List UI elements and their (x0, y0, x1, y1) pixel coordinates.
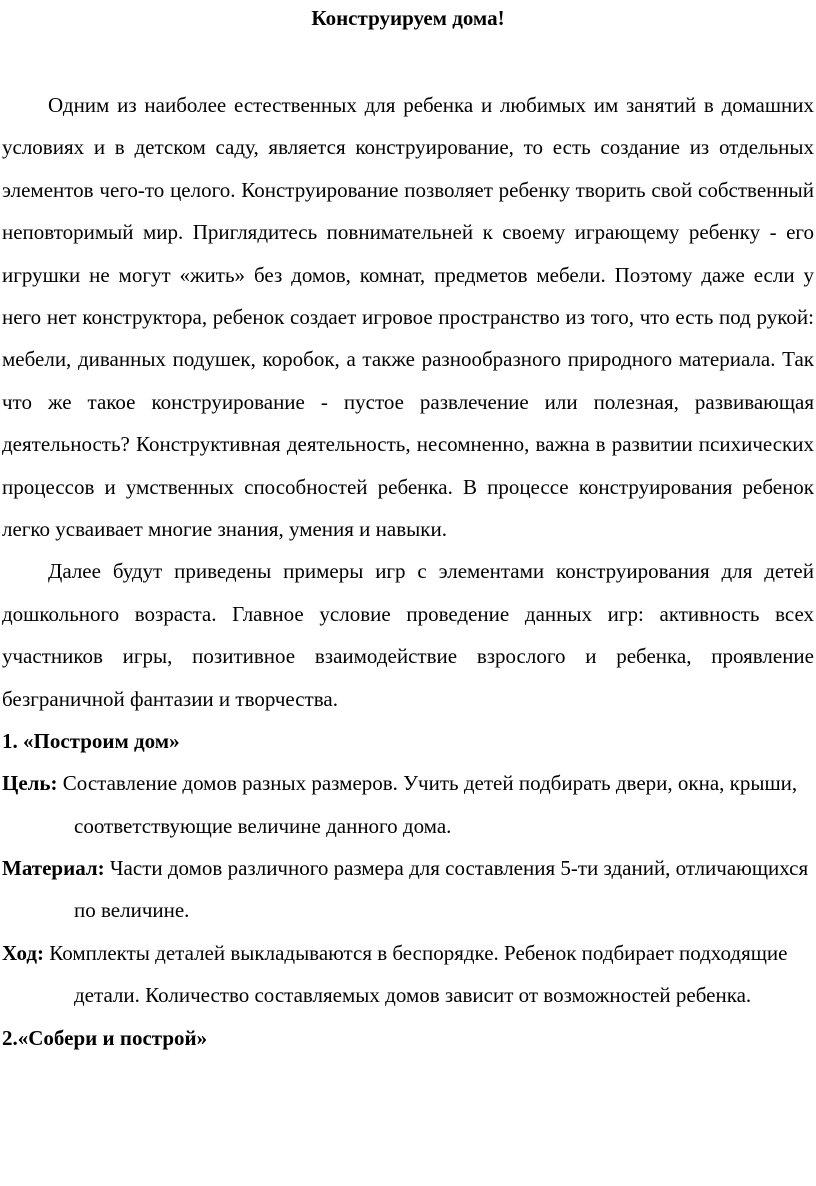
intro-paragraph: Одним из наиболее естественных для ребенка и любимых им занятий в домашних условиях и в детском саду, является конструирование, то есть создание из отдельных элементов чего-то целого. Конструирование позволяет ребенку творить свой собственный неповторимый мир. Приглядитесь повнимательней к своему играющему ребенку - его игрушки не могут «жить» без домов, комнат, предметов мебели. Поэтому даже если у него нет конструктора, ребенок создает игровое пространство из того, что есть под рукой: мебели, диванных подушек, коробок, а также разнообразного природного материала. Так что же такое конструирование - пустое развлечение или полезная, развивающая деятельность? Конструктивная деятельность, несомненно, важна в развитии психических процессов и умственных способностей ребенка. В процессе конструирования ребенок легко усваивает многие знания, умения и навыки. (2, 93, 814, 542)
material-text: Части домов различного размера для составления 5-ти зданий, отличающихся по величине. (74, 855, 809, 923)
game-material (2, 847, 814, 932)
document-title: Конструируем дома! (311, 6, 505, 30)
game-section-1 (2, 720, 814, 1016)
games-intro-paragraph: Далее будут приведены примеры игр с элементами конструирования для детей дошкольного возраста. Главное условие проведение данных игр: активность всех участников игры, позитивное взаимодействие взрослого и ребенка, проявление безграничной фантазии и творчества. (2, 559, 814, 711)
game-goal (2, 762, 814, 847)
course-text: Комплекты деталей выкладываются в беспорядке. Ребенок подбирает подходящие детали. Количество составляемых домов зависит от возможностей ребенка. (49, 940, 788, 1008)
goal-label: Цель: (2, 771, 58, 796)
goal-text: Составление домов разных размеров. Учить детей подбирать двери, окна, крыши, соответствующие величине данного дома. (62, 771, 798, 838)
game-title: 1. «Построим дом» (2, 729, 180, 754)
material-label: Материал: (2, 855, 105, 880)
document-page (0, 4, 816, 1186)
game-course (2, 932, 814, 1017)
game-section-2 (2, 1017, 814, 1059)
game-title: 2.«Собери и построй» (2, 1025, 208, 1050)
course-label: Ход: (2, 940, 45, 965)
